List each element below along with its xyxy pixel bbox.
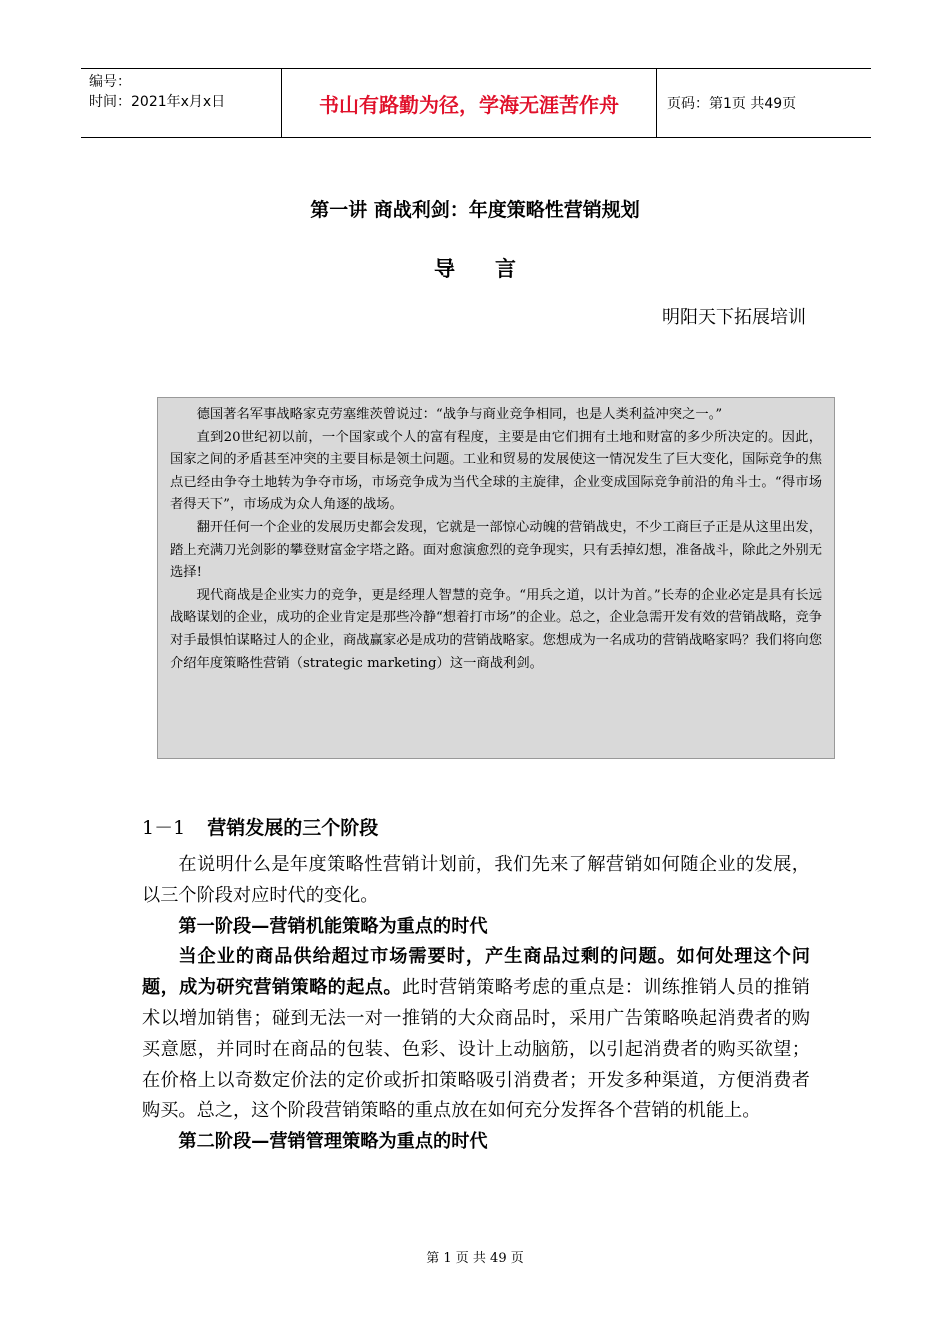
section-title: 营销发展的三个阶段 [207, 817, 379, 839]
section-heading [142, 813, 378, 840]
organization-name: 明阳天下拓展培训 [662, 307, 806, 328]
header-page-info: 页码：第1页 共49页 [667, 96, 797, 112]
body-paragraph: 在说明什么是年度策略性营销计划前，我们先来了解营销如何随企业的发展，以三个阶段对应时代的变化。 [142, 854, 810, 906]
stage1-heading-text: 第一阶段—营销机能策略为重点的时代 [178, 915, 488, 937]
stage1-heading [142, 912, 810, 943]
document-time: 时间：2021年x月x日 [89, 94, 226, 110]
page-header [81, 68, 871, 138]
lecture-title: 第一讲 商战利剑：年度策略性营销规划 [310, 199, 640, 221]
section-number: 1－1 [142, 817, 186, 839]
header-slogan: 书山有路勤为径，学海无涯苦作舟 [281, 69, 657, 137]
stage2-heading [142, 1127, 810, 1158]
header-meta [81, 69, 281, 137]
intro-paragraph: 德国著名军事战略家克劳塞维茨曾说过：“战争与商业竞争相同，也是人类利益冲突之一。” [196, 407, 723, 422]
intro-paragraph: 直到20世纪初以前，一个国家或个人的富有程度，主要是由它们拥有土地和财富的多少所决定的。因此，国家之间的矛盾甚至冲突的主要目标是领土问题。工业和贸易的发展使这一情况发生了巨大变化，国际竞争的焦点已经由争夺土地转为争夺市场，市场竞争成为当代全球的主旋律，企业变成国际竞争前沿的角斗士。“得市场者得天下”，市场成为众人角逐的战场。 [170, 429, 822, 513]
stage1-paragraph [142, 942, 810, 1127]
stage1-bold-text: 当企业的商品供给超过市场需要时，产生商品过剩的问题。如何处理这个问题，成为研究营销策略的起点。 [142, 946, 810, 999]
body-text [142, 850, 810, 1158]
document-number-label: 编号： [89, 74, 131, 90]
stage2-heading-text: 第二阶段—营销管理策略为重点的时代 [178, 1131, 488, 1153]
intro-box [157, 397, 835, 759]
page-footer: 第 1 页 共 49 页 [426, 1251, 524, 1266]
intro-paragraph: 翻开任何一个企业的发展历史都会发现，它就是一部惊心动魄的营销战史，不少工商巨子正是从这里出发，踏上充满刀光剑影的攀登财富金字塔之路。面对愈演愈烈的竞争现实，只有丢掉幻想，准备战斗，除此之外别无选择! [170, 519, 822, 581]
stage1-text: 此时营销策略考虑的重点是：训练推销人员的推销术以增加销售；碰到无法一对一推销的大众商品时，采用广告策略唤起消费者的购买意愿，并同时在商品的包装、色彩、设计上动脑筋，以引起消费者的购买欲望；在价格上以奇数定价法的定价或折扣策略吸引消费者；开发多种渠道，方便消费者购买。总之，这个阶段营销策略的重点放在如何充分发挥各个营销的机能上。 [142, 977, 810, 1122]
intro-title: 导言 [434, 256, 556, 281]
intro-paragraph: 现代商战是企业实力的竞争，更是经理人智慧的竞争。“用兵之道，以计为首。”长寿的企业必定是具有长远战略谋划的企业，成功的企业肯定是那些冷静“想着打市场”的企业。总之，企业急需开发有效的营销战略，竞争对手最惧怕谋略过人的企业，商战赢家必是成功的营销战略家。您想成为一名成功的营销战略家吗？我们将向您介绍年度策略性营销（strategic marketing）这一商战利剑。 [170, 587, 822, 671]
